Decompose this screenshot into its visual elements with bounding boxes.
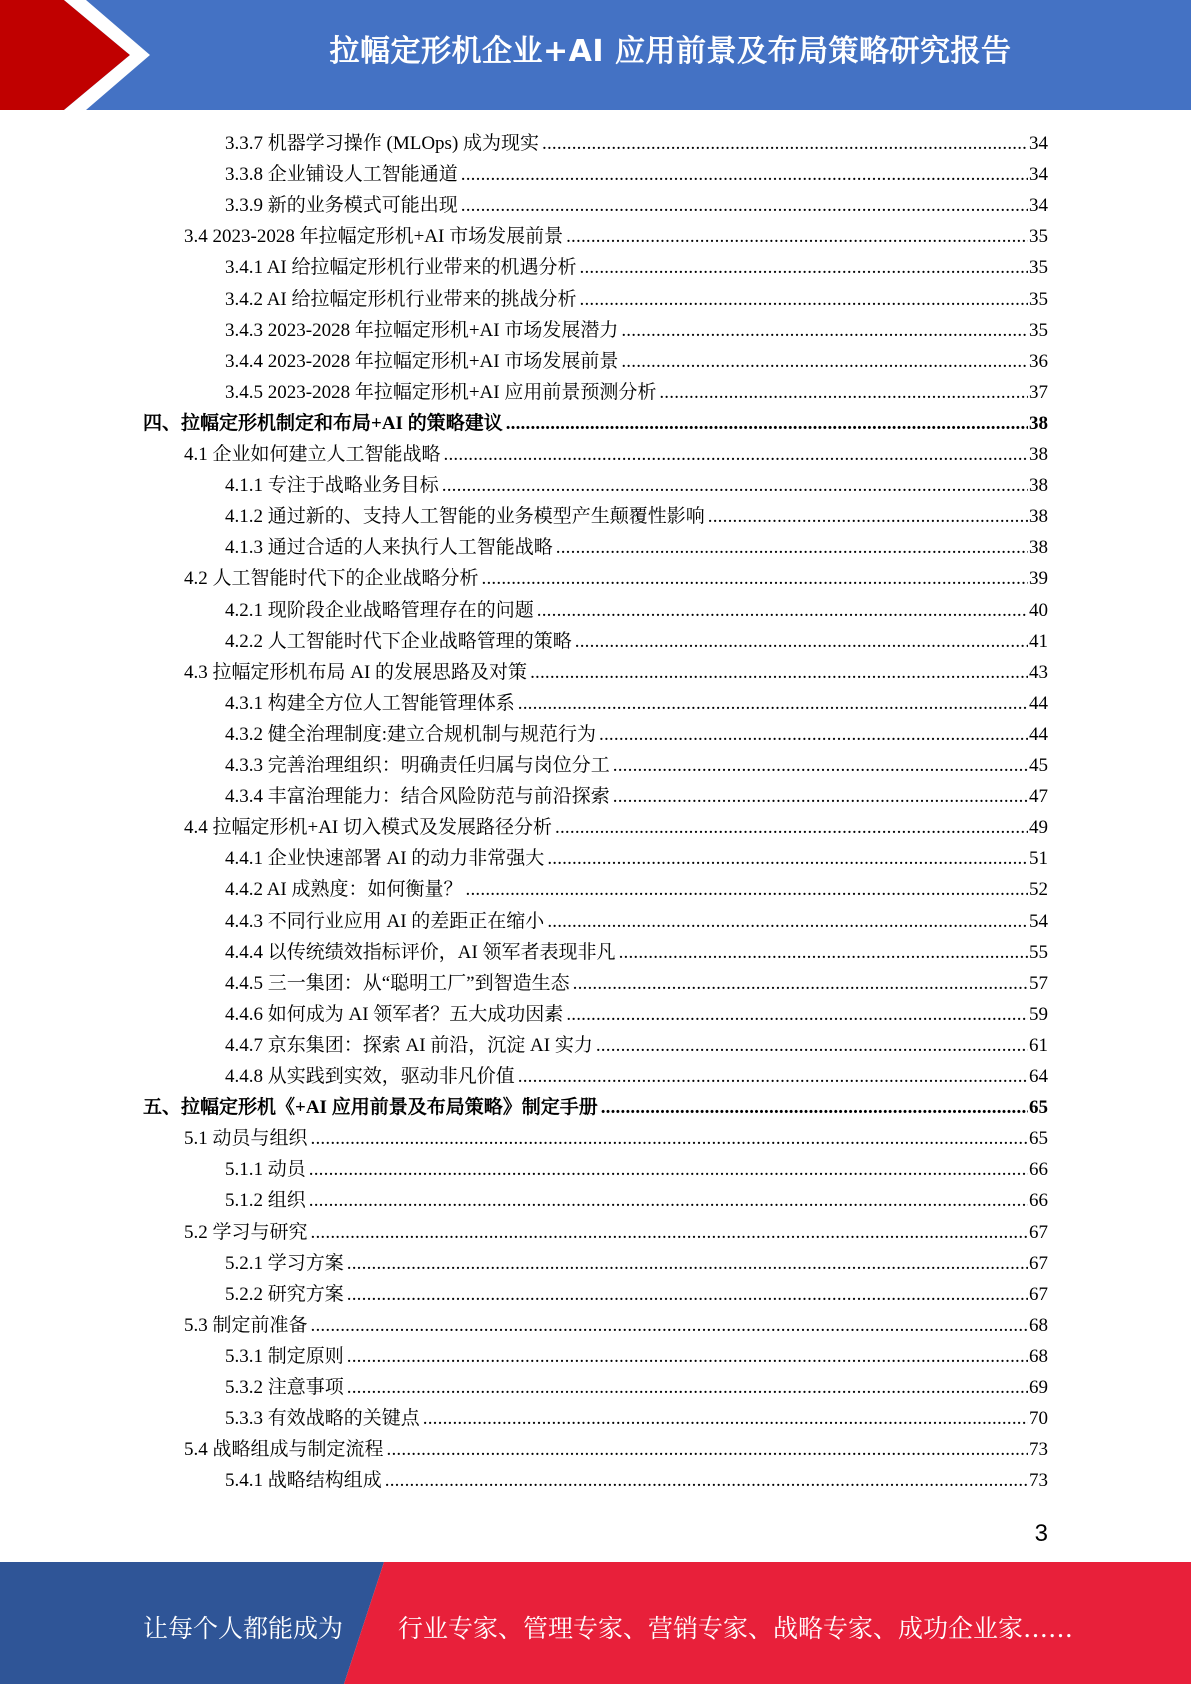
toc-entry-page: 61 (1029, 1034, 1048, 1056)
toc-entry-title: 3.4.3 2023-2028 年拉幅定形机+AI 市场发展潜力 (225, 319, 619, 341)
toc-entry-title: 5.4 战略组成与制定流程 (184, 1439, 384, 1461)
toc-entry[interactable] (225, 1030, 1048, 1061)
toc-entry-title: 4.2 人工智能时代下的企业战略分析 (184, 568, 479, 590)
toc-entry-page: 68 (1029, 1314, 1048, 1336)
toc-entry-title: 4.4.3 不同行业应用 AI 的差距正在缩小 (225, 910, 545, 932)
toc-entry[interactable] (225, 719, 1048, 750)
toc-entry-title: 5.3.2 注意事项 (225, 1377, 344, 1398)
toc-dot-leader (518, 693, 1028, 715)
toc-entry-title: 5.1.2 组织 (225, 1190, 306, 1212)
toc-entry-page: 73 (1029, 1439, 1048, 1461)
toc-entry-title: 5.1 动员与组织 (184, 1128, 308, 1150)
toc-entry-page: 66 (1029, 1159, 1048, 1181)
toc-entry-page: 65 (1029, 1097, 1048, 1119)
toc-entry-title: 4.3.3 完善治理组织：明确责任归属与岗位分工 (225, 755, 610, 776)
toc-dot-leader (444, 444, 1028, 466)
toc-entry[interactable] (225, 501, 1048, 532)
toc-entry-page: 67 (1029, 1283, 1048, 1305)
toc-dot-leader (309, 1159, 1028, 1181)
toc-entry[interactable] (225, 626, 1048, 657)
toc-entry-title: 5.3.3 有效战略的关键点 (225, 1408, 420, 1430)
toc-dot-leader (461, 164, 1028, 186)
toc-entry-page: 37 (1029, 381, 1048, 403)
toc-entry-title: 3.3.8 企业铺设人工智能通道 (225, 164, 458, 186)
toc-entry[interactable] (225, 128, 1048, 159)
toc-entry-title: 4.4.6 如何成为 AI 领军者？五大成功因素 (225, 1003, 564, 1025)
toc-entry-page: 35 (1029, 257, 1048, 279)
toc-entry[interactable] (225, 688, 1048, 719)
toc-entry-page: 47 (1029, 786, 1048, 808)
toc-entry[interactable] (225, 1248, 1048, 1279)
toc-dot-leader (387, 1439, 1028, 1461)
toc-dot-leader (659, 382, 1028, 404)
toc-entry-page: 39 (1029, 568, 1048, 590)
toc-dot-leader (482, 568, 1028, 590)
footer-slogan-left: 让每个人都能成为 (143, 1614, 344, 1643)
toc-entry[interactable] (225, 1341, 1048, 1372)
toc-entry-title: 4.2.1 现阶段企业战略管理存在的问题 (225, 599, 534, 621)
toc-entry-title: 5.2 学习与研究 (184, 1221, 308, 1243)
toc-dot-leader (613, 786, 1028, 808)
toc-entry[interactable] (184, 657, 1048, 688)
toc-entry[interactable] (225, 874, 1048, 905)
toc-entry-page: 34 (1029, 133, 1048, 154)
toc-entry-title: 4.1.2 通过新的、支持人工智能的业务模型产生颠覆性影响 (225, 506, 705, 528)
toc-entry-page: 38 (1029, 412, 1048, 434)
toc-entry[interactable] (225, 595, 1048, 626)
toc-entry-title: 5.3.1 制定原则 (225, 1345, 344, 1367)
toc-entry[interactable] (225, 315, 1048, 346)
toc-dot-leader (466, 879, 1028, 901)
toc-dot-leader (537, 600, 1028, 622)
toc-entry-title: 3.4.1 AI 给拉幅定形机行业带来的机遇分析 (225, 257, 577, 279)
toc-entry-title: 5.1.1 动员 (225, 1159, 306, 1181)
toc-entry-title: 4.4.8 从实践到实效，驱动非凡价值 (225, 1066, 515, 1087)
toc-entry-page: 55 (1029, 941, 1048, 963)
toc-entry[interactable] (225, 750, 1048, 781)
toc-entry[interactable] (225, 1154, 1048, 1185)
toc-entry[interactable] (225, 377, 1048, 408)
toc-entry-page: 43 (1029, 661, 1048, 683)
toc-entry-page: 40 (1029, 599, 1048, 621)
toc-dot-leader (613, 755, 1028, 777)
toc-entry-title: 3.4.4 2023-2028 年拉幅定形机+AI 市场发展前景 (225, 350, 619, 372)
toc-dot-leader (555, 817, 1028, 839)
toc-entry-page: 70 (1029, 1408, 1048, 1430)
toc-entry-title: 3.4 2023-2028 年拉幅定形机+AI 市场发展前景 (184, 226, 564, 248)
toc-entry-page: 65 (1029, 1128, 1048, 1150)
toc-entry[interactable] (225, 159, 1048, 190)
toc-entry-page: 49 (1029, 817, 1048, 839)
toc-entry-page: 45 (1029, 755, 1048, 776)
toc-entry[interactable] (225, 190, 1048, 221)
toc-dot-leader (556, 537, 1028, 559)
toc-entry-page: 51 (1029, 848, 1048, 870)
toc-entry-page: 38 (1029, 506, 1048, 528)
toc-entry-title: 4.4.2 AI 成熟度：如何衡量？ (225, 879, 463, 901)
toc-entry-page: 34 (1029, 164, 1048, 186)
toc-entry[interactable] (225, 532, 1048, 563)
toc-entry-page: 36 (1029, 350, 1048, 372)
toc-dot-leader (619, 942, 1028, 964)
toc-dot-leader (506, 413, 1028, 435)
toc-entry-page: 67 (1029, 1252, 1048, 1274)
toc-dot-leader (442, 475, 1028, 497)
toc-entry[interactable] (225, 999, 1048, 1030)
toc-entry-page: 69 (1029, 1377, 1048, 1398)
page-number: 3 (1034, 1520, 1048, 1547)
toc-entry-page: 52 (1029, 879, 1048, 901)
toc-entry-title: 4.2.2 人工智能时代下企业战略管理的策略 (225, 630, 572, 652)
header-title: 拉幅定形机企业+AI 应用前景及布局策略研究报告 (329, 34, 1012, 69)
toc-entry-page: 64 (1029, 1066, 1048, 1087)
toc-entry-page: 41 (1029, 630, 1048, 652)
toc-dot-leader (601, 1097, 1028, 1119)
toc-entry-page: 38 (1029, 475, 1048, 497)
toc-entry[interactable] (143, 1092, 1048, 1123)
toc-entry-title: 4.1 企业如何建立人工智能战略 (184, 444, 441, 465)
toc-entry[interactable] (225, 1061, 1048, 1092)
toc-entry-page: 54 (1029, 910, 1048, 932)
toc-entry[interactable] (225, 1185, 1048, 1216)
toc-dot-leader (423, 1408, 1028, 1430)
page-footer (0, 1562, 1191, 1684)
toc-entry-page: 68 (1029, 1345, 1048, 1367)
toc-dot-leader (599, 724, 1028, 746)
toc-entry-title: 3.3.9 新的业务模式可能出现 (225, 195, 458, 217)
toc-entry[interactable] (184, 1434, 1048, 1465)
toc-entry-page: 38 (1029, 537, 1048, 559)
toc-dot-leader (385, 1470, 1028, 1492)
toc-entry-title: 4.4 拉幅定形机+AI 切入模式及发展路径分析 (184, 817, 553, 839)
toc-entry-page: 38 (1029, 444, 1048, 465)
toc-dot-leader (347, 1284, 1028, 1306)
toc-entry[interactable] (225, 470, 1048, 501)
toc-entry-page: 35 (1029, 319, 1048, 341)
toc-entry-title: 4.3.2 健全治理制度:建立合规机制与规范行为 (225, 723, 597, 745)
toc-entry-title: 4.4.4 以传统绩效指标评价，AI 领军者表现非凡 (225, 941, 616, 963)
toc-dot-leader (596, 1035, 1028, 1057)
toc-entry[interactable] (225, 1279, 1048, 1310)
toc-entry-title: 五、拉幅定形机《+AI 应用前景及布局策略》制定手册 (143, 1097, 598, 1119)
toc-entry-title: 4.3.1 构建全方位人工智能管理体系 (225, 692, 515, 714)
toc-entry-title: 4.4.7 京东集团：探索 AI 前沿，沉淀 AI 实力 (225, 1034, 593, 1056)
toc-dot-leader (309, 1190, 1028, 1212)
toc-entry-title: 四、拉幅定形机制定和布局+AI 的策略建议 (143, 412, 503, 434)
toc-dot-leader (566, 1004, 1028, 1026)
toc-dot-leader (580, 289, 1028, 311)
toc-entry[interactable] (184, 1217, 1048, 1248)
toc-entry-page: 73 (1029, 1470, 1048, 1492)
toc-dot-leader (311, 1222, 1028, 1244)
toc-dot-leader (518, 1066, 1028, 1088)
toc-entry-page: 44 (1029, 692, 1048, 714)
toc-entry-title: 5.2.1 学习方案 (225, 1252, 344, 1274)
toc-entry-title: 5.2.2 研究方案 (225, 1283, 344, 1305)
toc-entry-title: 4.1.3 通过合适的人来执行人工智能战略 (225, 537, 553, 559)
toc-entry-page: 59 (1029, 1003, 1048, 1025)
toc-entry[interactable] (143, 408, 1048, 439)
toc-dot-leader (530, 662, 1028, 684)
toc-entry[interactable] (184, 221, 1048, 252)
toc-dot-leader (580, 257, 1028, 279)
toc-entry[interactable] (184, 439, 1048, 470)
toc-entry[interactable] (184, 1310, 1048, 1341)
toc-entry-title: 4.1.1 专注于战略业务目标 (225, 475, 439, 497)
toc-dot-leader (621, 351, 1028, 373)
toc-entry-page: 35 (1029, 226, 1048, 248)
toc-dot-leader (347, 1346, 1028, 1368)
toc-dot-leader (547, 911, 1028, 933)
toc-entry-title: 4.3 拉幅定形机布局 AI 的发展思路及对策 (184, 661, 528, 683)
toc-entry-page: 35 (1029, 288, 1048, 310)
toc-entry-title: 4.4.1 企业快速部署 AI 的动力非常强大 (225, 848, 545, 870)
toc-entry-page: 44 (1029, 723, 1048, 745)
toc-entry[interactable] (225, 968, 1048, 999)
toc-dot-leader (347, 1253, 1028, 1275)
toc-entry[interactable] (225, 252, 1048, 283)
toc-entry-page: 57 (1029, 972, 1048, 994)
toc-entry[interactable] (225, 937, 1048, 968)
toc-dot-leader (573, 973, 1028, 995)
toc-entry[interactable] (225, 346, 1048, 377)
toc-entry[interactable] (225, 1372, 1048, 1403)
header-red-arrow-decoration (0, 0, 160, 110)
toc-entry-page: 34 (1029, 195, 1048, 217)
toc-dot-leader (311, 1315, 1028, 1337)
toc-entry[interactable] (225, 843, 1048, 874)
toc-entry-title: 3.4.2 AI 给拉幅定形机行业带来的挑战分析 (225, 288, 577, 310)
toc-entry-title: 4.4.5 三一集团：从“聪明工厂”到智造生态 (225, 972, 570, 994)
toc-entry[interactable] (225, 284, 1048, 315)
toc-entry[interactable] (225, 1465, 1048, 1496)
toc-dot-leader (575, 631, 1028, 653)
toc-entry[interactable] (184, 1123, 1048, 1154)
toc-dot-leader (311, 1128, 1028, 1150)
toc-entry-title: 5.4.1 战略结构组成 (225, 1470, 382, 1492)
toc-entry-page: 67 (1029, 1221, 1048, 1243)
toc-entry[interactable] (225, 906, 1048, 937)
toc-dot-leader (708, 506, 1028, 528)
toc-dot-leader (461, 195, 1028, 217)
footer-slogan-right: 行业专家、管理专家、营销专家、战略专家、成功企业家…… (398, 1614, 1074, 1643)
toc-entry[interactable] (225, 1403, 1048, 1434)
toc-dot-leader (566, 226, 1028, 248)
page-header (0, 0, 1191, 110)
toc-entry-title: 3.3.7 机器学习操作 (MLOps) 成为现实 (225, 133, 540, 154)
toc-entry[interactable] (184, 812, 1048, 843)
toc-entry[interactable] (225, 781, 1048, 812)
toc-dot-leader (621, 320, 1028, 342)
toc-dot-leader (347, 1377, 1028, 1399)
toc-dot-leader (547, 848, 1028, 870)
toc-entry-title: 3.4.5 2023-2028 年拉幅定形机+AI 应用前景预测分析 (225, 381, 657, 403)
toc-entry-title: 5.3 制定前准备 (184, 1314, 308, 1336)
toc-dot-leader (542, 133, 1028, 155)
toc-entry-title: 4.3.4 丰富治理能力：结合风险防范与前沿探索 (225, 786, 610, 808)
toc-entry-page: 66 (1029, 1190, 1048, 1212)
toc-entry[interactable] (184, 563, 1048, 594)
